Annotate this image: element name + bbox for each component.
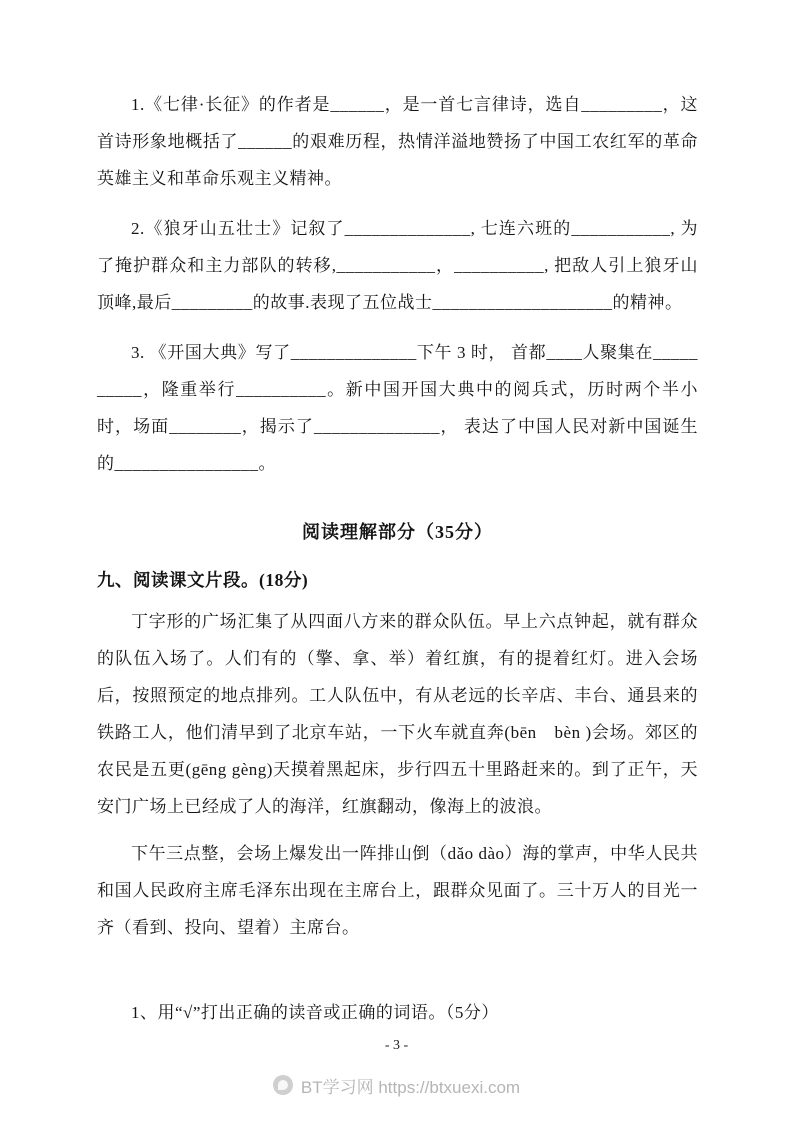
watermark-link[interactable]: BT学习网 https://btxuexi.com [300, 1077, 521, 1097]
subsection-title-passage-reading: 九、阅读课文片段。(18分) [97, 570, 309, 590]
page-number: - 3 - [384, 1038, 409, 1053]
question-1: 1.《七律·长征》的作者是______，是一首七言律诗，选自_________，这首诗形象地概括了______的艰难历程，热情洋溢地赞扬了中国工农红军的革命英雄主义和革命乐观主义精神。 [97, 95, 698, 188]
question-2: 2.《狼牙山五壮士》记叙了______________, 七连六班的___________, 为了掩护群众和主力部队的转移,___________，__________, 把敌人引上狼牙山顶峰,最后_________的故事.表现了五位战士____________________的精神。 [97, 219, 698, 312]
passage-paragraph-2: 下午三点整，会场上爆发出一阵排山倒（dǎo dào）海的掌声，中华人民共和国人民政府主席毛泽东出现在主席台上，跟群众见面了。三十万人的目光一齐（看到、投向、望着）主席台。 [97, 844, 698, 937]
btxuexi-logo-icon [273, 1075, 293, 1095]
passage-paragraph-1: 丁字形的广场汇集了从四面八方来的群众队伍。早上六点钟起，就有群众的队伍入场了。人们有的（擎、拿、举）着红旗，有的提着红灯。进入会场后，按照预定的地点排列。工人队伍中，有从老远的长辛店、丰台、通县来的铁路工人，他们清早到了北京车站，一下火车就直奔(bēn bèn )会场。郊区的农民是五更(gēng gèng)天摸着黑起床，步行四五十里路赶来的。到了正午，天安门广场上已经成了人的海洋，红旗翻动，像海上的波浪。 [97, 612, 698, 816]
question-3: 3. 《开国大典》写了______________下午 3 时， 首都____人聚集在__________，隆重举行__________。新中国开国大典中的阅兵式，历时两个半小时，场面________，揭示了______________， 表达了中国人民对新中国诞生的________________。 [97, 343, 698, 473]
passage-question-1: 1、用“√”打出正确的读音或正确的词语。（5分） [131, 1003, 499, 1022]
watermark [0, 1073, 793, 1101]
section-title-reading-comprehension: 阅读理解部分（35分） [302, 522, 493, 542]
